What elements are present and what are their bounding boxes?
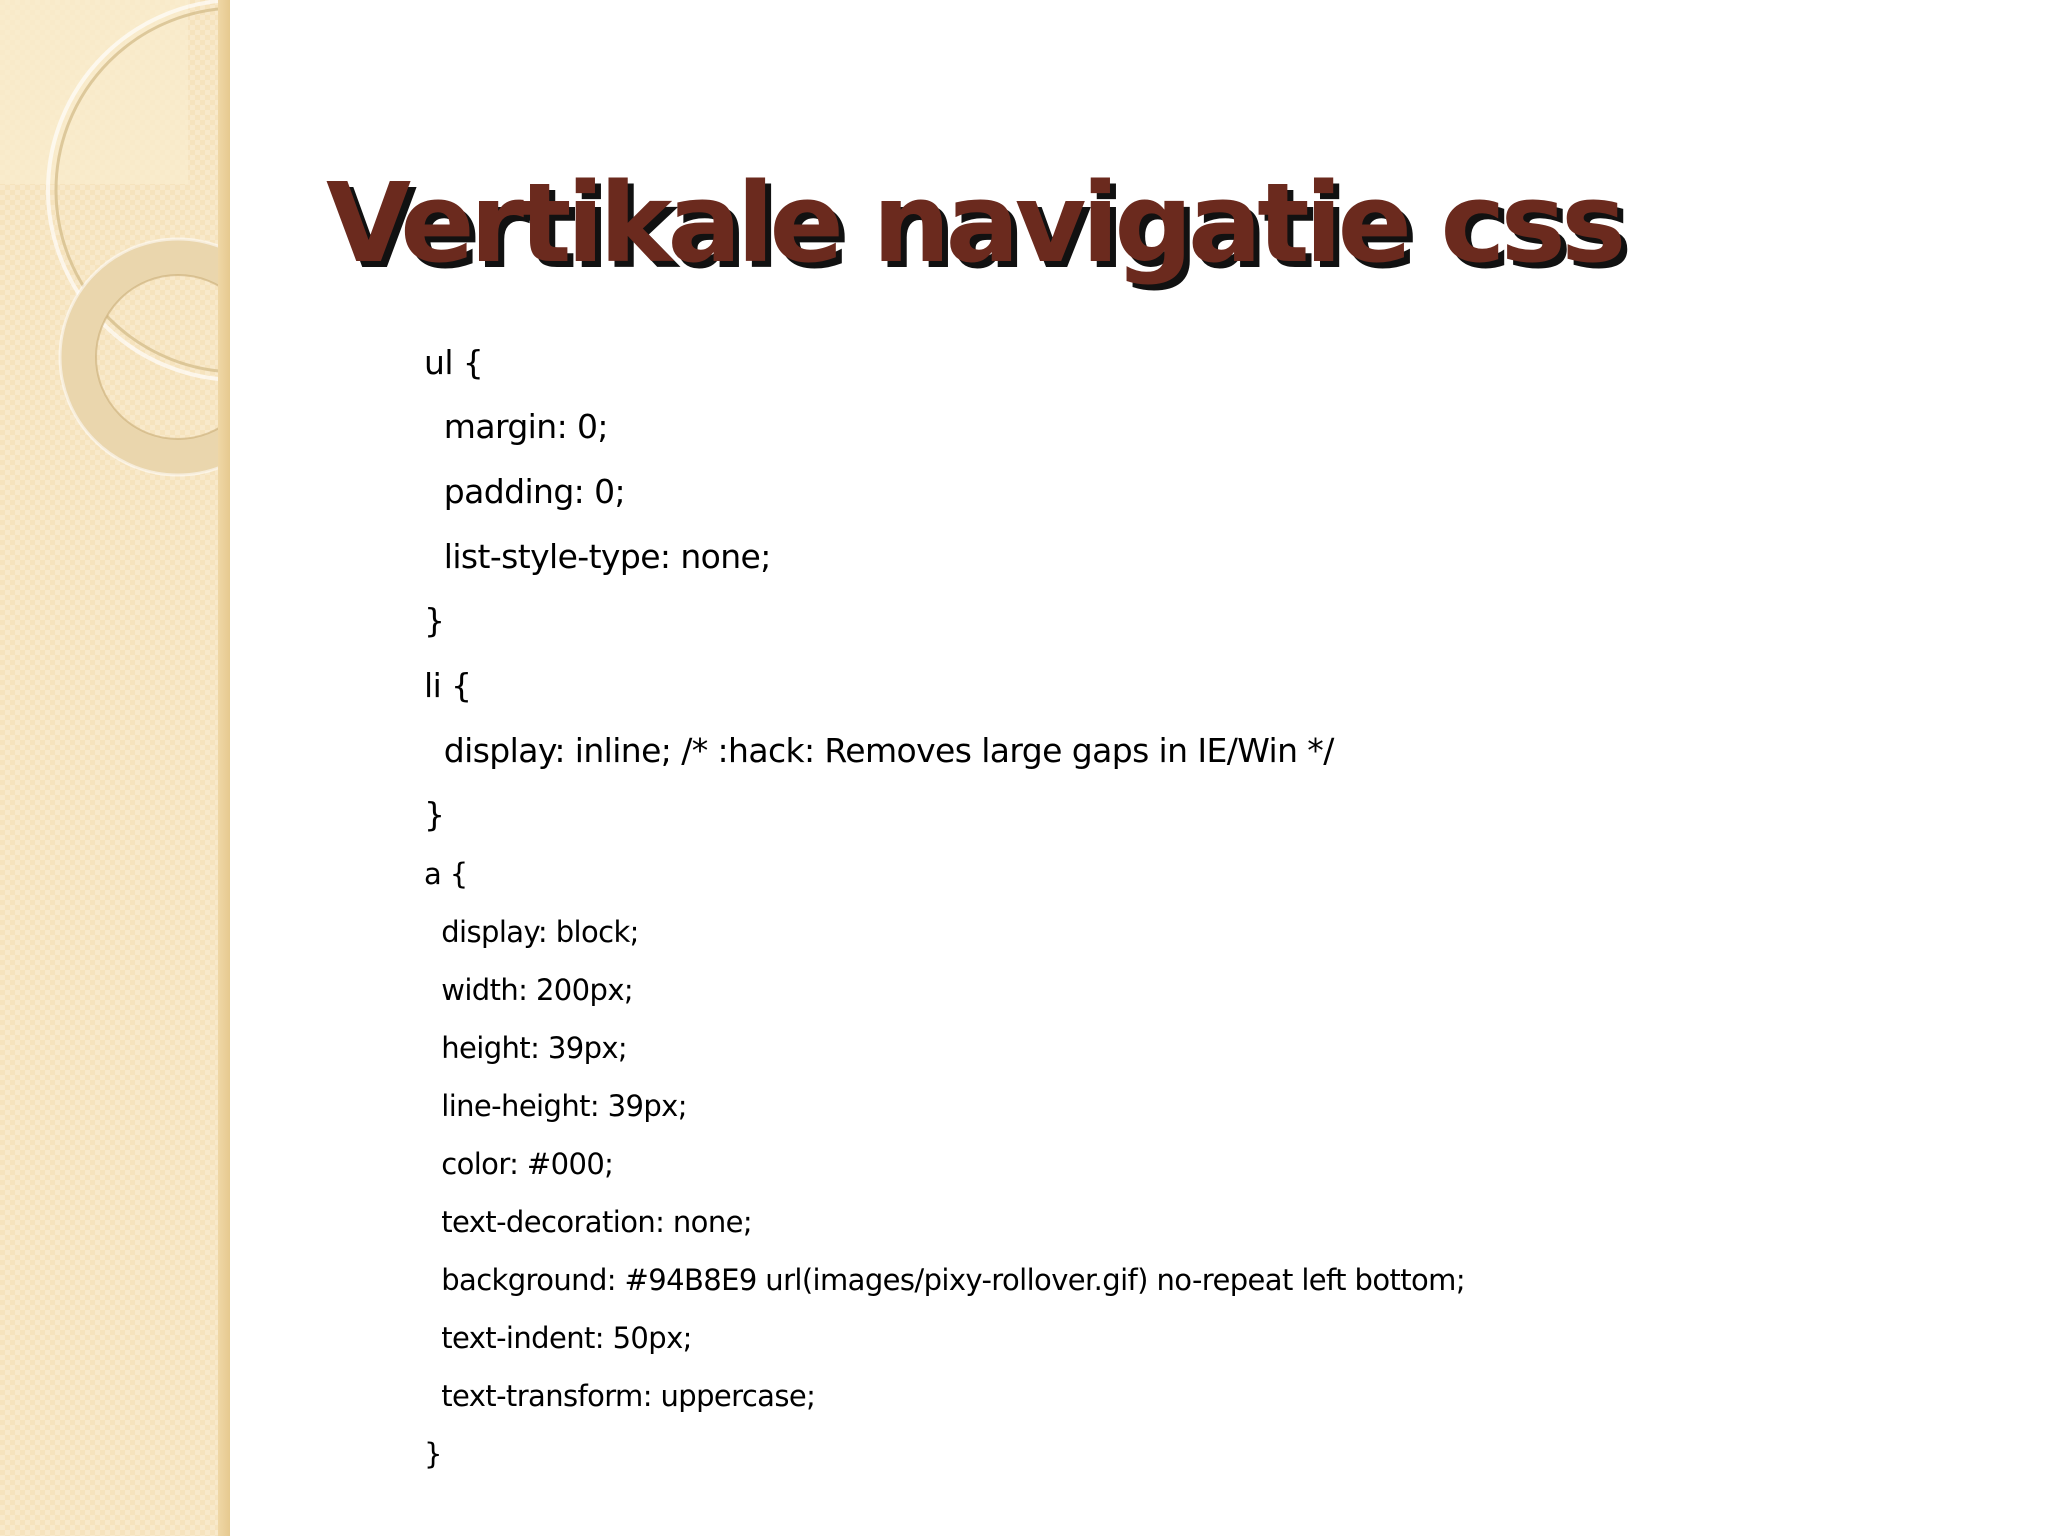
code-line: text-transform: uppercase; — [424, 1379, 816, 1413]
code-line: text-decoration: none; — [424, 1205, 753, 1239]
code-line: background: #94B8E9 url(images/pixy-rollover.gif) no-repeat left bottom; — [424, 1263, 1465, 1297]
code-line: width: 200px; — [424, 973, 634, 1007]
code-line: li { — [424, 666, 472, 705]
code-line: margin: 0; — [424, 407, 608, 446]
code-line: } — [424, 601, 445, 640]
slide-title: Vertikale navigatie css — [326, 159, 1622, 287]
code-line: } — [424, 1437, 442, 1471]
code-line: padding: 0; — [424, 472, 625, 511]
code-line: color: #000; — [424, 1147, 614, 1181]
code-line: ul { — [424, 343, 484, 382]
code-line: } — [424, 795, 445, 834]
decorative-rings — [0, 0, 230, 520]
slide-content — [230, 0, 2048, 1536]
code-line: a { — [424, 857, 468, 891]
code-line: display: inline; /* :hack: Removes large gaps in IE/Win */ — [424, 731, 1334, 770]
code-line: height: 39px; — [424, 1031, 628, 1065]
sidebar-edge — [218, 0, 230, 1536]
css-code-block — [230, 0, 2048, 1536]
decorative-sidebar — [0, 0, 230, 1536]
code-line: display: block; — [424, 915, 639, 949]
code-line: line-height: 39px; — [424, 1089, 687, 1123]
code-line: list-style-type: none; — [424, 537, 771, 576]
code-line: text-indent: 50px; — [424, 1321, 692, 1355]
